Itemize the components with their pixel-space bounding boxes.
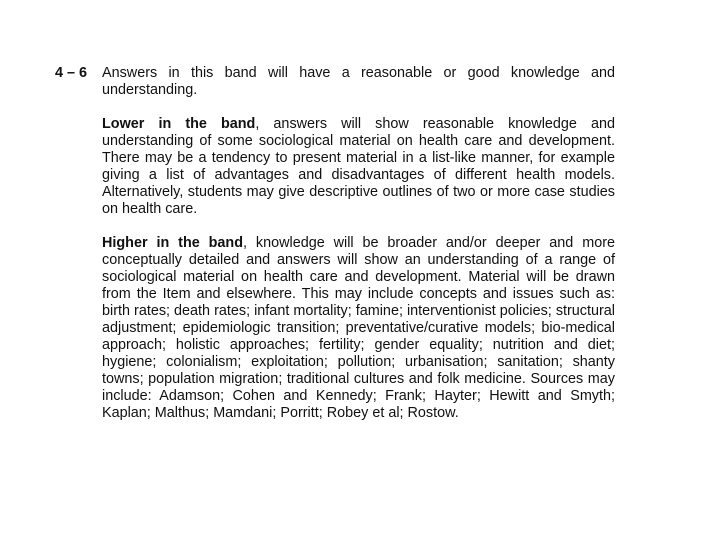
- higher-band-heading: Higher in the band: [102, 235, 244, 251]
- band-intro-paragraph: Answers in this band will have a reasonable or good knowledge and understanding.: [102, 65, 615, 98]
- lower-band-text: , answers will show reasonable knowledge and understanding of some sociological material on health care and development. There may be a tendency to present material in a list-like manner, for example giving a list of advantages and disadvantages of different health models. Alternatively, students may give descriptive outlines of two or more case studies on health care.: [102, 116, 615, 217]
- lower-band-heading: Lower in the band: [102, 116, 256, 132]
- lower-band-paragraph: [102, 116, 615, 218]
- higher-band-text: , knowledge will be broader and/or deeper and more conceptually detailed and answers will show an understanding of a range of sociological material on health care and development. Material will be drawn from the Item and elsewhere. This may include concepts and issues such as: birth rates; death rates; infant mortality; famine; interventionist policies; structural adjustment; epidemiologic transition; preventative/curative models; bio-medical approach; holistic approaches; fertility; gender equality; nutrition and diet; hygiene; colonialism; exploitation; pollution; urbanisation; sanitation; shanty towns; population migration; traditional cultures and folk medicine. Sources may include: Adamson; Cohen and Kennedy; Frank; Hayter; Hewitt and Smyth; Kaplan; Malthus; Mamdani; Porritt; Robey et al; Rostow.: [102, 235, 615, 421]
- higher-band-paragraph: [102, 235, 615, 422]
- mark-band-label: 4 – 6: [55, 65, 88, 81]
- band-description: [102, 65, 615, 422]
